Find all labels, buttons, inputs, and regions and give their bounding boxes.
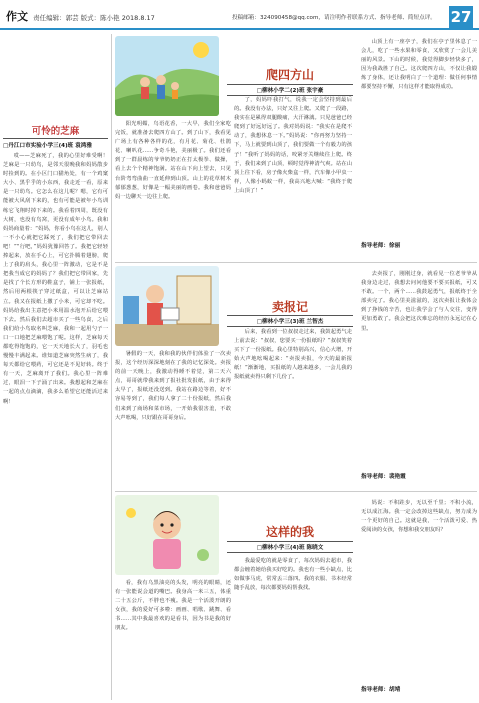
article-2-body-middle: 了，妈妈吓我打气，说我一定会坚持到最后的。我没有办法，只好又往上爬。又爬了一段路，我实在是累得双腿酸痛，大汗淋漓。只见爸爸已经爬到了好远好远了。我对妈妈说：“我实在是爬不动了，我想休息一下。”妈妈说：“你再努力坚持一下，马上就要到山顶了，我们要做一个有毅力的孩子！”我听了妈妈的话，咬紧牙关继续往上爬。终于，我们来到了山顶，顿时觉得神清气爽。站在山顶上往下看，房子像火柴盒一样，汽车像小甲虫一样，人像小蚂蚁一样，我高兴地大喊：“我终于爬上山顶了！” <box>234 97 352 194</box>
article-1-byline: □丹江口市实验小学三(4)班 袁鸿雅 <box>3 138 108 149</box>
article-3 <box>115 266 477 487</box>
article-4-teacher: 指导老师：胡靖 <box>361 687 401 693</box>
article-3-body-right: 去卖报了，刚刚过身，就看见一位老爷爷从我身边走过，我想去问问他要不要买报纸，可又不敢。一个，两个……我鼓起勇气，报纸终于全部卖完了。我心里美滋滋的，这次卖报让我体会到了挣钱的辛苦，也让我学会了与人交往，变得更加勇敢了。我会把这次难忘的经历永远记在心里。 <box>361 271 477 332</box>
article-3-title: 卖报记 <box>271 300 308 314</box>
article-4-illustration <box>115 495 219 575</box>
page-number: 27 <box>450 8 472 26</box>
article-3-illustration <box>115 266 219 346</box>
article-2-byline: □柳林小学二(2)班 张宇豪 <box>227 84 353 96</box>
article-3-byline: □柳林小学三(3)班 兰智杰 <box>227 315 353 327</box>
column-divider <box>111 34 112 700</box>
article-4-byline: □柳林小学三(4)班 陈晓文 <box>227 541 353 553</box>
contact-line: 投稿邮箱：324090458@qq.com，请注明作者联系方式、指导老师、简短点评。 <box>232 15 436 21</box>
article-separator <box>115 491 477 492</box>
header-left <box>6 8 155 24</box>
article-1-title: 可怜的芝麻 <box>31 126 80 137</box>
article-2 <box>115 36 477 258</box>
article-2-illustration <box>115 36 219 116</box>
article-2-teacher: 指导老师：徐丽 <box>361 243 401 249</box>
article-1 <box>3 36 108 698</box>
editor-line: 责任编辑：郭芸 版式：陈小艳 2018.8.17 <box>33 14 155 22</box>
article-2-title: 爬四方山 <box>265 68 314 82</box>
article-3-body-left: 暑假的一天，我和我的伙伴们体验了一次卖报，这个经历深深地刻在了我的记忆深处。卖报的前一天晚上，我激动得睡不着觉，第二天六点，哥哥就带我来到了报社批发报纸，由于来得太早了，报纸还没送到。我站在路边等着，好不容易等到了，我们每人拿了二十份报纸，然后我们来到了商场和菜市场，一开始我很害羞，不敢大声吆喝，只好跟在哥哥身后。 <box>115 351 231 421</box>
article-4 <box>115 495 477 700</box>
page-header <box>0 0 479 30</box>
article-4-body-middle: 我最爱吃的就是零食了，每次妈妈去超市，我都会缠着她给我买好吃的。我也有一些小缺点，比如做事马虎，常常丢三落四。我的衣服、书本经常随手乱放，每次都要妈妈帮我找。 <box>234 558 352 592</box>
article-2-body-right: 山顶上有一座亭子，我们在亭子里休息了一会儿，吃了一些水果和零食，又欣赏了一会儿美丽的风景。下山的时候，我觉得脚步轻快多了，因为我战胜了自己。这次爬四方山，不仅让我锻炼了身体，还让我明白了一个道理：做任何事情都要坚持不懈，只有这样才能取得成功。 <box>361 39 477 91</box>
article-1-body: 哎——芝麻死了，我的心里好难受啊！芝麻是一只幼鸟，是邻天很晚我和妈妈散步时捡到的。在小区门口猫角处，有一个鸡窠大小、黑乎乎的小东西，我走近一看，原来是一只幼鸟。它怎么在这儿呢？嗯，它有可能被大风刮下来的，也有可能是被年小鸟训练它飞翔时掉下来的。我看着四周，既没有大树，也没有鸟窝，更没有成年小鸟。我和妈妈商量着：“妈妈，你看小鸟在这儿，别人一不小心就把它踩死了，我们把它带回去吧！”“行吧，”妈妈犹豫回答了。我把它轻轻捧起来，放在手心上，可它扑腾着翅膀，爬上了我的肩头，我心里一阵激动，它是不是把我当成它的妈妈了？我们把它带回家，先是找了个长方形的鞋盒子，铺上一张报纸，然后用两根筷子穿过纸盒，可以让芝麻站立。我又在报纸上撒了小米，可它却不吃。妈妈给我出主意把小米用温水泡开后给它喂下去。然后我们去超市买了一些鸟食，之后我们给小鸟取名叫芝麻，我和一起用勺子一口一口地把芝麻喂饱了呢。这样，芝麻每天都吃得饱饱的，它一天天地长大了，羽毛也慢慢丰满起来。谁知道芝麻突然生病了，我每天都给它喂药，可它还是不见好转。终于有一天，芝麻离开了我们。我心里一阵难过，眼泪一下子涌了出来。我想起和芝麻在一起的点点滴滴，我多么希望它还能活过来啊！ <box>3 153 108 405</box>
article-separator <box>115 262 477 263</box>
article-4-body-right: 妈说：不积跬步，无以至千里；不积小流，无以成江海。我一定会改掉这些缺点，努力成为一个更好的自己。这就是我，一个活泼可爱、热爱阅读的女孩，你想和我交朋友吗？ <box>361 500 477 534</box>
article-4-body-left: 看，我有乌黑油亮的头发，明亮的眼睛，还有一张能说会道的嘴巴。我身高一米三五，体重二十五公斤，不胖也不瘦。我是一个活泼开朗的女孩，我的爱好可多啦：画画、唱歌、跳舞、看书……其中我最喜欢的是看书，因为书是我的好朋友。 <box>115 580 231 632</box>
section-name: 作文 <box>6 10 28 23</box>
article-3-teacher: 指导老师：裴艳霞 <box>361 474 406 480</box>
article-4-title: 这样的我 <box>265 525 314 539</box>
article-3-body-middle: 后来，我看到一位叔叔走过来，我鼓起勇气走上前去说：“叔叔，您要买一份报纸吗？”叔叔笑着买下了一份报纸。我心里特别高兴，信心大增，开始大声地吆喝起来：“卖报卖报，今天的最新报纸！”渐渐地，买报纸的人越来越多，一会儿我的报纸就卖得只剩下几份了。 <box>234 329 352 381</box>
article-2-body-left: 阳光明媚，鸟语花香，一大早，我们全家吃完饭，就准备去爬四方山了。到了山下，我看见广场上有各种各样的花，有月花、菊花、杜鹃花、喇叭花……争奇斗艳，美丽极了。我们还看到了一群晨练的爷爷奶奶正在打太极拳、做操，看上去个个精神饱满。站在山下向上望去，只见台阶弯弯曲曲一直延伸到山顶。山上的花草树木郁郁葱葱，好像是一幅美丽的画卷。我和爸爸妈妈一边聊天一边往上爬。 <box>115 121 231 200</box>
